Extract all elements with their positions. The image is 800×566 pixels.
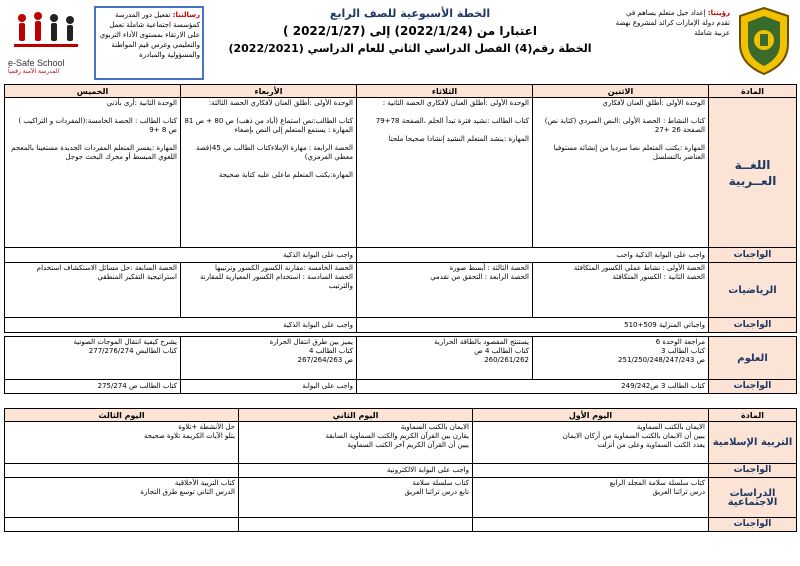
homework-label: الواجبات — [709, 518, 797, 532]
mission-text: تفعيل دور المدرسة كمؤسسة اجتماعية شاملة تعمل على الارتقاء بمستوى الأداء التربوي والتعليمي وغرس قيم المواطنة والمسؤولية والمبادرة — [99, 11, 200, 59]
list-item: يبين أن الايمان بالكتب السماوية من أركان الايمان — [562, 432, 705, 440]
col-tuesday: الثلاثاء — [357, 85, 533, 98]
list-item: المهارة :ينشد المتعلم النشيد إنشادا صحيحا ملحنا — [388, 135, 529, 143]
science-homework-mon-tue: كتاب الطالب 3 ص249/242 — [357, 380, 709, 394]
table-row-islamic-homework — [5, 464, 797, 478]
list-item: مراجعة الوحدة 6 — [655, 338, 705, 346]
math-monday — [533, 263, 709, 318]
header — [4, 4, 796, 82]
subject-science: العلوم — [709, 337, 797, 380]
subject-islamic: التربية الإسلامية — [709, 422, 797, 464]
list-item: كتاب الطالب:نص استماع (أياد من ذهب) ص 80 + ص 81 المهارة : يستمع المتعلم إلى النص بإصغاء — [184, 117, 353, 134]
math-homework-mon-tue: واجباتي المنزلية 509+510 — [357, 318, 709, 333]
list-item: يتلو الآيات الكريمة تلاوة صحيحة — [143, 432, 235, 440]
col-subject: المادة — [709, 409, 797, 422]
subject-social: الدراسات الاجتماعية — [709, 478, 797, 518]
social-day-2 — [239, 478, 473, 518]
list-item: الحصة الأولى : نشاط عملي الكسور المتكافئة — [573, 264, 705, 272]
table-row-math-homework — [5, 318, 797, 333]
arabic-homework-mon-tue: واجب على البوابة الذكية واجب — [357, 248, 709, 263]
col-thursday: الخميس — [5, 85, 181, 98]
list-item: كتاب الطالب 3 — [660, 347, 705, 355]
list-item: كتاب الطالب :نشيد فترة تبدأ الحلم ،الصفحة 78+79 — [375, 117, 529, 125]
esafe-title: e-Safe School — [8, 58, 65, 68]
subject-math: الرياضيات — [709, 263, 797, 318]
table-row-arabic — [5, 98, 797, 248]
list-item: الحصة الرابعة : مهارة الإملاءكتاب الطالب ص 45(قصة معطي الفرمزي) — [195, 144, 353, 161]
mission-label: رسالتنا: — [172, 11, 200, 19]
science-homework-thu: كتاب الطالب ص 275/274 — [5, 380, 181, 394]
col-monday: الاثنين — [533, 85, 709, 98]
list-item: تابع درس تراثنا العريق — [404, 488, 469, 496]
islamic-homework-day-2: واجب على البوابة الالكترونية — [239, 464, 473, 478]
table-row-arabic-homework — [5, 248, 797, 263]
list-item: الحصة السابعة :حل مسائل الاستكشاف استخدام استراتيجية التفكير المنطقي — [36, 264, 177, 281]
list-item: 260/261/262 — [484, 356, 529, 364]
col-subject: المادة — [709, 85, 797, 98]
esafe-figures-icon — [8, 10, 90, 54]
science-tuesday — [357, 337, 533, 380]
arabic-wednesday — [181, 98, 357, 248]
table-row-math — [5, 263, 797, 318]
list-item: يقارن بين القرآن الكريم والكتب السماوية السابقة — [325, 432, 469, 440]
date-range: اعتبارا من (2022/1/24) إلى (2022/1/27 ) — [283, 24, 537, 38]
school-emblem-icon — [736, 6, 792, 76]
list-item: كتاب سلسلة سلامة المجلد الرابع — [609, 479, 705, 487]
list-item: يميز بين طرق انتقال الحرارة — [269, 338, 353, 346]
weekly-schedule-table — [4, 84, 797, 394]
social-homework-day-3 — [5, 518, 239, 532]
list-item: كتاب الطالب 4 — [308, 347, 353, 355]
list-item: يستنتج المقصود بالطاقة الحرارية — [434, 338, 529, 346]
list-item: الحصة الثالثة : أبسط صورة — [449, 264, 529, 272]
list-item: الحصة السادسة : استخدام الكسور المعيارية للمقارنة والترتيب — [200, 273, 353, 290]
math-homework-wed-thu: واجب على البوابة الذكية — [5, 318, 357, 333]
table-row-science — [5, 337, 797, 380]
col-day-3: اليوم الثالث — [5, 409, 239, 422]
vision-box — [614, 8, 730, 38]
list-item: الدرس الثاني توسع طرق التجارة — [140, 488, 235, 496]
list-item: كتاب الطالب : الحصة الخامسة:(المفردات و التراكيب ) ص 8 +9 — [18, 117, 177, 134]
subject-arabic: اللغــة العــربية — [709, 98, 797, 248]
list-item: الوحدة الثانية :أرى بأذني — [106, 99, 177, 107]
homework-label: الواجبات — [709, 248, 797, 263]
islamic-day-2 — [239, 422, 473, 464]
list-item: يشرح كيفية انتقال الموجات الصوتية — [73, 338, 177, 346]
list-item: الايمان بالكتب السماوية — [636, 423, 705, 431]
col-wednesday: الأربعاء — [181, 85, 357, 98]
islamic-homework-day-3 — [5, 464, 239, 478]
list-item: المهارة :يفسر المتعلم المفردات الجديدة مستعينا بالمعجم اللغوي المبسط أو محرك البحث جوجل — [11, 144, 177, 161]
social-day-1 — [473, 478, 709, 518]
list-item: يبين أن القرآن الكريم آخر الكتب السماوية — [347, 441, 469, 449]
col-day-2: اليوم الثاني — [239, 409, 473, 422]
social-homework-day-1 — [473, 518, 709, 532]
arabic-thursday — [5, 98, 181, 248]
list-item: يعدد الكتب السماوية وعلى من أنزلت — [597, 441, 705, 449]
col-day-1: اليوم الأول — [473, 409, 709, 422]
vision-text: إعداد جيل متعلم يساهم في تقدم دولة الإمارات كرائد لمشروع نهضة عربية شاملة — [615, 9, 730, 37]
islamic-day-1 — [473, 422, 709, 464]
list-item: ص 267/264/263 — [297, 356, 353, 364]
arabic-tuesday — [357, 98, 533, 248]
list-item: الوحدة الأولى :أطلق العنان لأفكاري الحصة الثالثة: — [208, 99, 353, 107]
list-item: المهارة :يكتب المتعلم نصا سرديا من إنشائه مستوفيا العناصر بالتسلسل — [553, 144, 705, 161]
list-item: الحصة الثانية : الكسور المتكافئة — [612, 273, 705, 281]
arabic-monday — [533, 98, 709, 248]
list-item: الايمان بالكتب السماوية — [400, 423, 469, 431]
arabic-homework-wed-thu: واجب على البوابة الذكية — [5, 248, 357, 263]
list-item: درس تراثنا العريق — [652, 488, 705, 496]
list-item: ص 251/250/248/247/243 — [618, 356, 705, 364]
list-item: الوحدة الأولى :أطلق العنان لأفكاري الحصة الثانية : — [382, 99, 529, 107]
math-tuesday — [357, 263, 533, 318]
esafe-school-logo — [8, 10, 90, 76]
subjects-days-table — [4, 408, 797, 532]
plan-number-line: الخطة رقم(4) الفصل الدراسي الثاني للعام الدراسي (2022/2021) — [228, 42, 592, 55]
list-item: كتاب الطالب 4 ص — [474, 347, 529, 355]
list-item: حل الأنشطة +تلاوة — [178, 423, 235, 431]
list-item: الوحدة الأولى :أطلق العنان لأفكاري — [602, 99, 705, 107]
list-item: المهارة:يكتب المتعلم ماعلى عليه كتابة صحيحة — [218, 171, 353, 179]
islamic-day-3 — [5, 422, 239, 464]
list-item: الحصة الرابعة : التحقق من تقدمي — [430, 273, 529, 281]
table-header-row — [5, 85, 797, 98]
islamic-homework-day-1 — [473, 464, 709, 478]
table-row-islamic — [5, 422, 797, 464]
list-item: كتاب التربية الأخلاقية — [174, 479, 235, 487]
esafe-subtitle: المدرسة الآمنة رقمياً — [8, 68, 60, 75]
math-wednesday — [181, 263, 357, 318]
table-row-social-homework — [5, 518, 797, 532]
math-thursday — [5, 263, 181, 318]
science-homework-wed: واجب على البوابة — [181, 380, 357, 394]
table-row-science-homework — [5, 380, 797, 394]
social-homework-day-2 — [239, 518, 473, 532]
homework-label: الواجبات — [709, 318, 797, 333]
science-thursday — [5, 337, 181, 380]
science-wednesday — [181, 337, 357, 380]
list-item: كتاب النشاط : الحصة الأولى :النص السردي (كتابة نص) الصفحة 26 +27 — [544, 117, 705, 134]
list-item: الحصة الخامسة :مقارنة الكسور الكسور وترتيبها — [215, 264, 353, 272]
science-monday — [533, 337, 709, 380]
list-item: كتاب الطالبص 277/276/274 — [88, 347, 177, 355]
plan-title: الخطة الأسبوعية للصف الرابع — [329, 7, 491, 20]
plan-title-block — [210, 6, 610, 58]
table-row-social — [5, 478, 797, 518]
table-header-row — [5, 409, 797, 422]
mission-box — [94, 6, 204, 80]
vision-label: رؤيتنا: — [707, 9, 730, 17]
social-day-3 — [5, 478, 239, 518]
homework-label: الواجبات — [709, 464, 797, 478]
list-item: كتاب سلسلة سلامة — [412, 479, 469, 487]
homework-label: الواجبات — [709, 380, 797, 394]
